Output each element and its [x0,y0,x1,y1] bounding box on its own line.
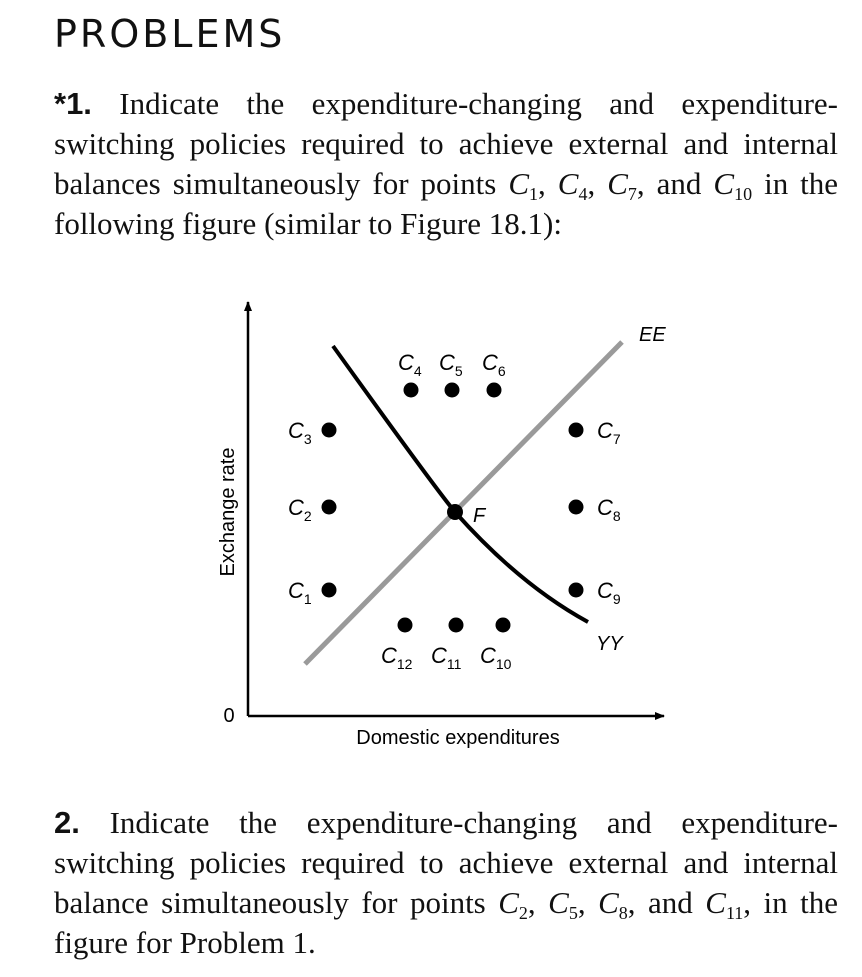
problem-2-sep: , [577,885,586,920]
c5-point [439,350,463,398]
ee-label: EE [639,324,666,346]
problem-2-point: C [705,885,726,920]
problem-2-sep: , [527,885,536,920]
svg-text:C12: $C_{12}$ [381,643,413,672]
problem-1-text-end: in the following figure (similar to Figure 18.1): [54,166,839,241]
problem-1-sep: , and [636,166,702,201]
svg-text:C2: $C_2$ [288,495,312,524]
problem-1-point: C [607,166,628,201]
svg-text:C1: $C_1$ [288,578,312,607]
svg-text:C5: $C_5$ [439,350,463,379]
problem-2-number: 2. [54,805,80,840]
c8-point [569,495,621,524]
problem-1-point-sub: 7 [627,184,637,204]
c3-point [288,418,337,447]
c1-point [288,578,337,607]
svg-text:C7: $C_7$ [597,418,621,447]
c10-point [480,618,512,673]
svg-text:C3: $C_3$ [288,418,312,447]
svg-text:C6: $C_6$ [482,350,506,379]
problem-2-sep: , and [627,885,693,920]
problem-2-point-sub: 2 [518,903,528,923]
problem-2 [54,803,838,963]
problem-1-point: C [713,166,735,201]
svg-text:C8: $C_8$ [597,495,621,524]
problem-1-point-sub: 10 [734,184,753,204]
problem-1-point-sub: 4 [578,184,588,204]
origin-label: 0 [223,705,235,727]
problem-1-point: C [508,166,530,201]
intersection-label: F [473,505,486,527]
problem-2-point-sub: 11 [725,903,744,923]
svg-text:C9: $C_9$ [597,578,621,607]
c12-point [381,618,413,673]
problem-1-point: C [557,166,579,201]
problem-2-point: C [548,885,569,920]
c9-point [569,578,621,607]
svg-text:C4: $C_4$ [398,350,422,379]
c6-point [482,350,506,398]
intersection-point [447,504,463,520]
problem-1-number: *1. [54,86,92,121]
svg-text:C10: $C_{10}$ [480,643,512,672]
problem-1-sep: , [538,166,546,201]
c11-point [431,618,464,673]
problem-1-point-sub: 1 [529,184,539,204]
yy-curve [333,346,588,622]
problem-2-text-end: , in the figure for Problem 1. [54,885,838,960]
problem-2-point: C [498,885,519,920]
problem-2-point: C [598,885,619,920]
c7-point [569,418,621,447]
y-axis-label: Exchange rate [217,447,239,577]
problem-2-point-sub: 5 [568,903,578,923]
c4-point [398,350,422,398]
svg-text:C11: $C_{11}$ [431,643,462,672]
yy-label: YY [596,633,623,655]
section-heading: PROBLEMS [54,12,286,56]
c2-point [288,495,337,524]
problem-2-point-sub: 8 [618,903,628,923]
problem-1-sep: , [587,166,596,201]
x-axis-label: Domestic expenditures [356,727,560,749]
problem-1-text: Indicate the expenditure-changing and expenditure-switching policies required to achieve external and internal balances simultaneously for points [54,86,839,201]
problem-2-text: Indicate the expenditure-changing and expenditure-switching policies required to achieve external and internal balance simultaneously for points [54,805,838,920]
